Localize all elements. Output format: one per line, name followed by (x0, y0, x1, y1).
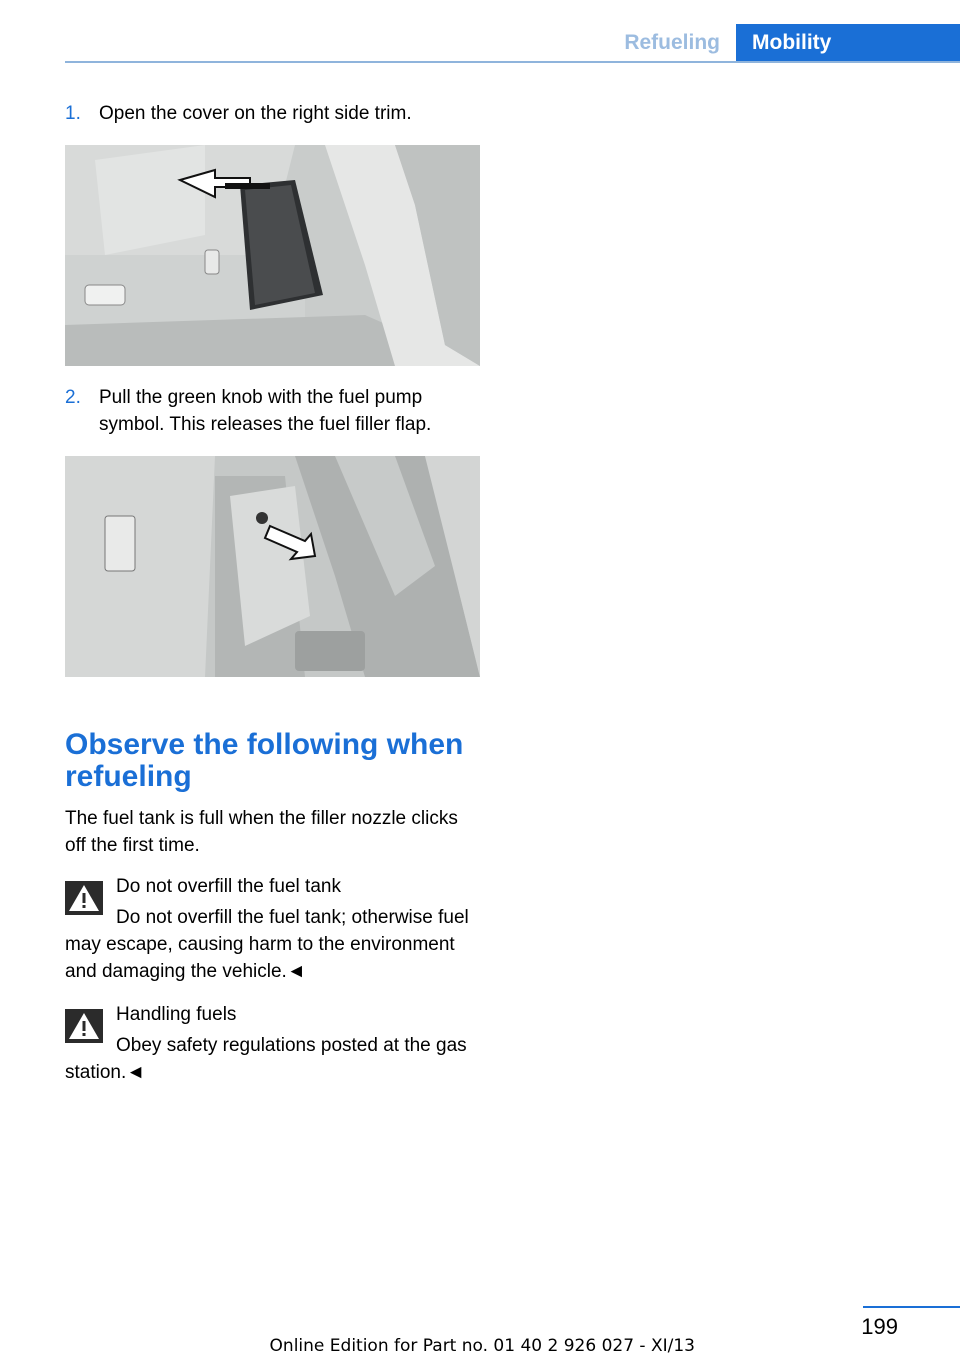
footer-rule (863, 1306, 960, 1308)
section-heading: Observe the following when refueling (65, 728, 464, 793)
chapter-tab[interactable]: Mobility (736, 24, 960, 61)
warning-triangle-icon (65, 881, 103, 915)
page-number: 199 (861, 1314, 898, 1339)
step-2 (65, 384, 480, 438)
warning-text: Do not overfill the fuel tank; otherwise fuel may escape, causing harm to the environment and damaging the vehicle.◄ (65, 907, 469, 982)
intro-paragraph: The fuel tank is full when the filler nozzle clicks off the first time. (65, 808, 458, 856)
main-content (65, 100, 480, 1086)
step-number: 2. (65, 387, 81, 408)
header-rule (65, 61, 960, 63)
step-number: 1. (65, 103, 81, 124)
warning-overfill (65, 873, 480, 985)
section-tab[interactable]: Refueling (624, 31, 720, 54)
step-text: Pull the green knob with the fuel pump symbol. This releases the fuel filler flap. (99, 387, 432, 435)
warning-title: Do not overfill the fuel tank (116, 876, 341, 897)
step-text: Open the cover on the right side trim. (99, 103, 412, 124)
figure-fuel-knob (65, 456, 480, 677)
figure-side-trim-cover (65, 145, 480, 366)
warning-triangle-icon (65, 1009, 103, 1043)
warning-title: Handling fuels (116, 1004, 237, 1025)
step-1 (65, 100, 480, 127)
warning-text: Obey safety regulations posted at the gas station.◄ (65, 1035, 467, 1083)
edition-note: Online Edition for Part no. 01 40 2 926 027 - XI/13 (269, 1336, 695, 1356)
warning-handling-fuels (65, 1001, 480, 1086)
